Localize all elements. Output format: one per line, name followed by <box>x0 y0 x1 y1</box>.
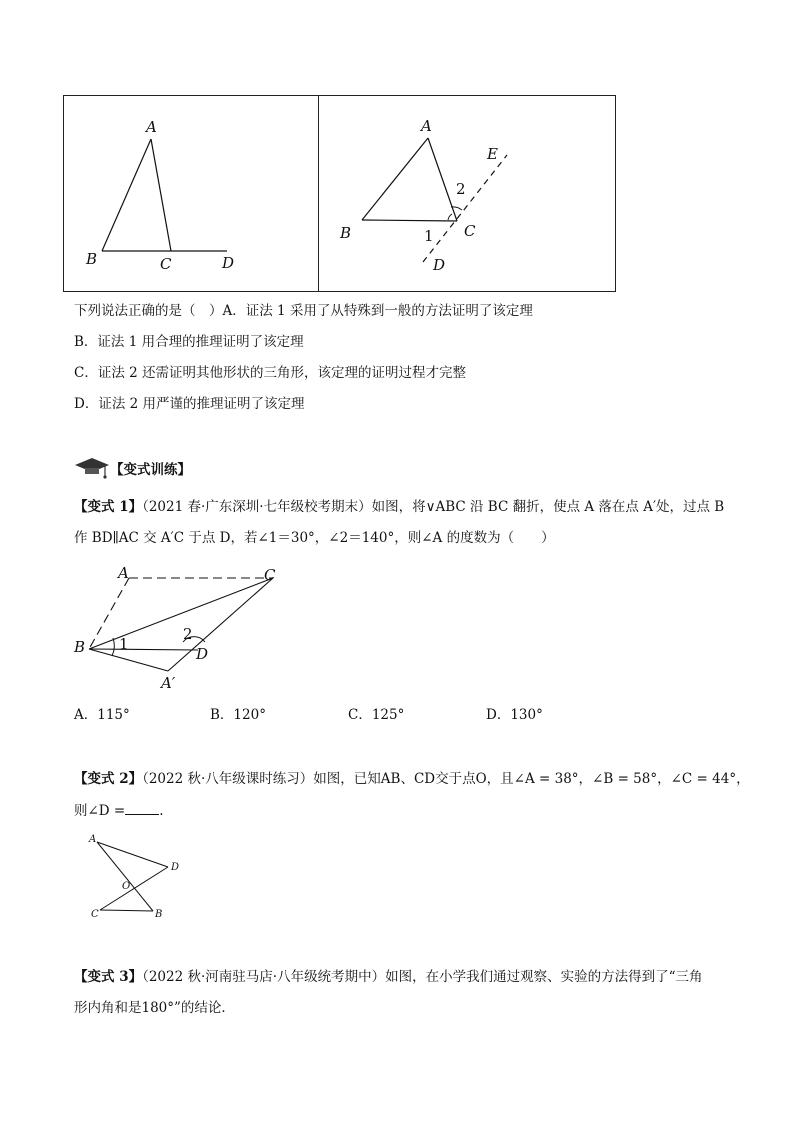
option-C: C．证法 2 还需证明其他形状的三角形，该定理的证明过程才完整 <box>74 365 467 381</box>
v2-tag: 【变式 2】 <box>74 771 143 787</box>
v1-label-Ap: A′ <box>161 674 176 692</box>
v1-label-B: B <box>74 638 86 656</box>
v1-label-1: 1 <box>119 635 129 653</box>
v1-label-2: 2 <box>183 625 193 643</box>
v1-option-B: B．120° <box>210 707 266 723</box>
v2-label-C: C <box>91 909 99 920</box>
label-B: B <box>86 250 98 268</box>
section-title: 【变式训练】 <box>110 462 191 478</box>
v2-text2: 则∠D = <box>74 803 126 819</box>
label-C: C <box>160 255 172 273</box>
label-A: A <box>146 118 157 136</box>
label-A2: A <box>421 117 432 135</box>
v2-label-B: B <box>155 909 163 920</box>
v2-label-D: D <box>171 862 180 873</box>
v3-line1 <box>74 968 702 986</box>
v2-line2 <box>74 802 164 820</box>
v2-period: . <box>159 803 164 819</box>
question-line1: 下列说法正确的是（ ）A．证法 1 采用了从特殊到一般的方法证明了该定理 <box>74 303 533 319</box>
v1-label-C: C <box>264 566 276 584</box>
v1-option-D: D．130° <box>486 707 543 723</box>
v1-option-C: C．125° <box>348 707 405 723</box>
v1-label-D: D <box>196 645 209 663</box>
label-2: 2 <box>456 180 466 198</box>
answer-blank <box>125 802 159 815</box>
v2-label-A: A <box>89 834 97 845</box>
v2-label-O: O <box>122 881 131 892</box>
v2-text1: （2022 秋·八年级课时练习）如图，已知AB、CD交于点O，且∠A = 38°，∠B = 58°，∠C = 44°， <box>142 771 750 787</box>
v1-text1: （2021 春·广东深圳·七年级校考期末）如图，将∨ABC 沿 BC 翻折，使点 A 落在点 A′处，过点 B <box>142 499 725 515</box>
v2-line1 <box>74 770 750 788</box>
option-D: D．证法 2 用严谨的推理证明了该定理 <box>74 396 305 412</box>
v1-label-A: A <box>118 564 129 582</box>
v3-line2: 形内角和是180°”的结论． <box>74 1000 235 1016</box>
v1-option-A: A．115° <box>74 707 130 723</box>
v1-line2: 作 BD∥AC 交 A′C 于点 D，若∠1＝30°，∠2＝140°，则∠A 的度数为（ ） <box>74 530 555 546</box>
label-1: 1 <box>424 227 434 245</box>
v1-tag: 【变式 1】 <box>74 499 143 515</box>
label-D2: D <box>433 256 446 274</box>
label-D: D <box>222 254 235 272</box>
option-B: B．证法 1 用合理的推理证明了该定理 <box>74 334 304 350</box>
label-E: E <box>487 145 498 163</box>
graduation-cap-icon <box>75 458 109 479</box>
v1-line1 <box>74 498 724 516</box>
v3-tag: 【变式 3】 <box>74 969 143 985</box>
label-C2: C <box>464 222 476 240</box>
v3-text1: （2022 秋·河南驻马店·八年级统考期中）如图，在小学我们通过观察、实验的方法得到了“三角 <box>142 969 703 985</box>
label-B2: B <box>340 224 352 242</box>
